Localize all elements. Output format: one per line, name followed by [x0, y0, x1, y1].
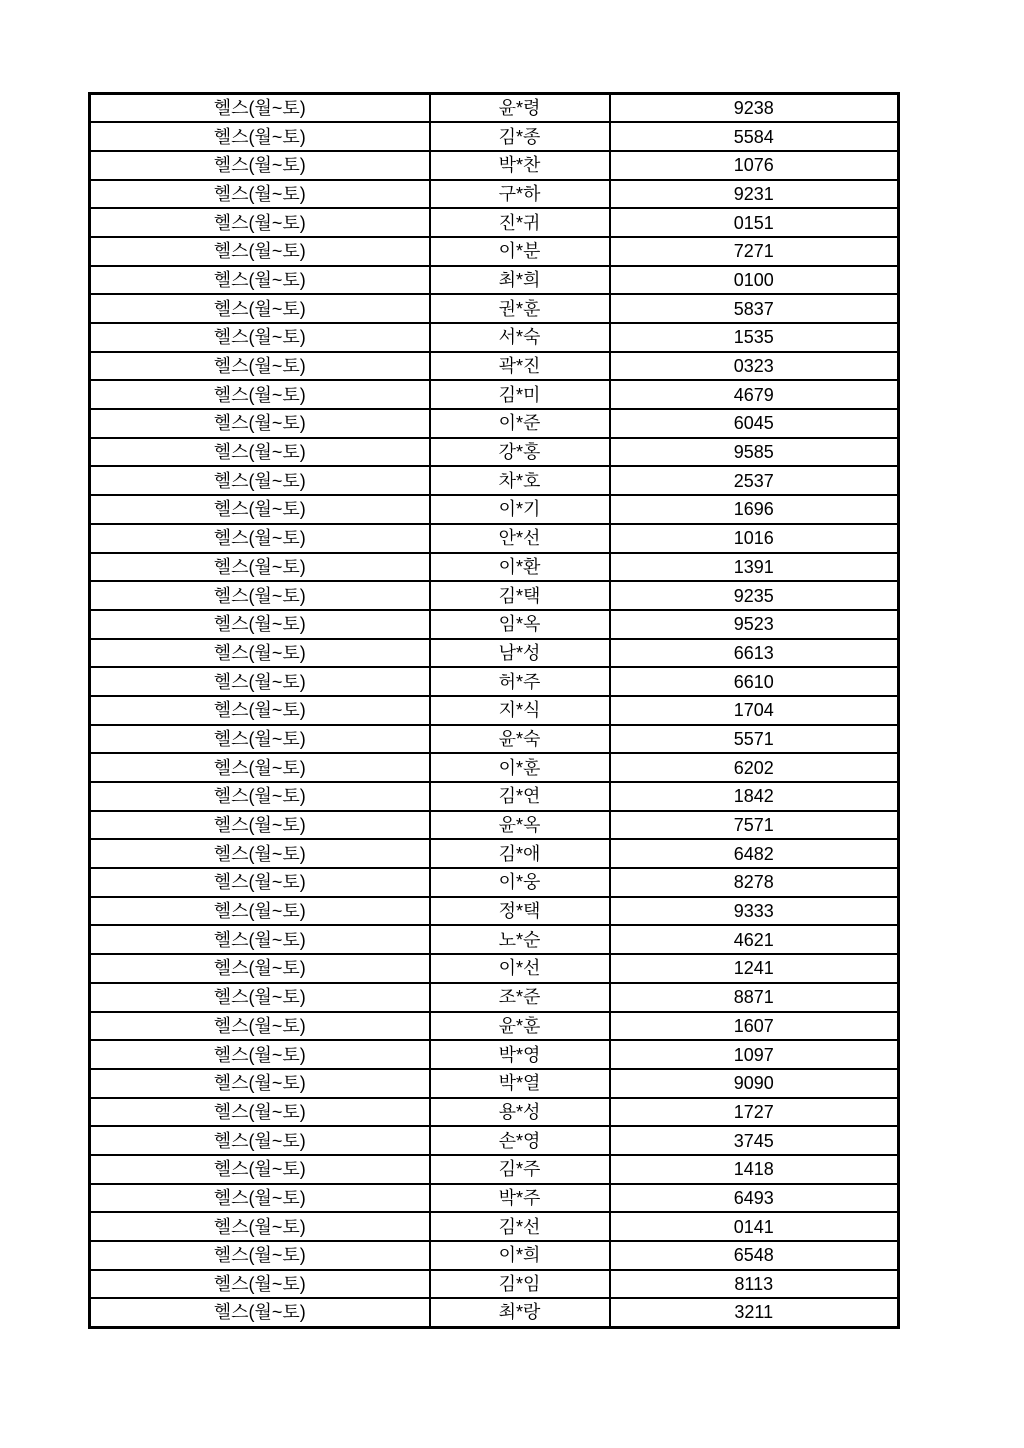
name-cell: 윤*숙 — [430, 725, 610, 754]
program-cell: 헬스(월~토) — [90, 1241, 430, 1270]
name-cell: 김*미 — [430, 380, 610, 409]
name-cell: 지*식 — [430, 696, 610, 725]
program-cell: 헬스(월~토) — [90, 352, 430, 381]
name-cell: 손*영 — [430, 1126, 610, 1155]
table-row — [90, 954, 899, 983]
number-cell: 6493 — [610, 1184, 899, 1213]
number-cell: 1535 — [610, 323, 899, 352]
table-row — [90, 1069, 899, 1098]
program-cell: 헬스(월~토) — [90, 1040, 430, 1069]
program-cell: 헬스(월~토) — [90, 667, 430, 696]
name-cell: 김*애 — [430, 839, 610, 868]
number-cell: 8278 — [610, 868, 899, 897]
program-cell: 헬스(월~토) — [90, 208, 430, 237]
program-cell: 헬스(월~토) — [90, 897, 430, 926]
number-cell: 2537 — [610, 466, 899, 495]
program-cell: 헬스(월~토) — [90, 380, 430, 409]
name-cell: 이*환 — [430, 553, 610, 582]
name-cell: 정*택 — [430, 897, 610, 926]
program-cell: 헬스(월~토) — [90, 495, 430, 524]
name-cell: 진*귀 — [430, 208, 610, 237]
name-cell: 임*옥 — [430, 610, 610, 639]
name-cell: 김*주 — [430, 1155, 610, 1184]
name-cell: 안*선 — [430, 524, 610, 553]
name-cell: 이*웅 — [430, 868, 610, 897]
table-row — [90, 266, 899, 295]
number-cell: 1076 — [610, 151, 899, 180]
program-cell: 헬스(월~토) — [90, 438, 430, 467]
program-cell: 헬스(월~토) — [90, 782, 430, 811]
table-row — [90, 524, 899, 553]
name-cell: 윤*훈 — [430, 1012, 610, 1041]
program-cell: 헬스(월~토) — [90, 466, 430, 495]
table-row — [90, 553, 899, 582]
name-cell: 용*성 — [430, 1098, 610, 1127]
program-cell: 헬스(월~토) — [90, 1155, 430, 1184]
program-cell: 헬스(월~토) — [90, 983, 430, 1012]
number-cell: 6613 — [610, 639, 899, 668]
program-cell: 헬스(월~토) — [90, 1126, 430, 1155]
table-row — [90, 868, 899, 897]
number-cell: 9090 — [610, 1069, 899, 1098]
table-row — [90, 180, 899, 209]
number-cell: 6202 — [610, 753, 899, 782]
program-cell: 헬스(월~토) — [90, 180, 430, 209]
number-cell: 1607 — [610, 1012, 899, 1041]
name-cell: 이*분 — [430, 237, 610, 266]
number-cell: 1391 — [610, 553, 899, 582]
number-cell: 0323 — [610, 352, 899, 381]
table-body — [90, 94, 899, 1328]
number-cell: 1097 — [610, 1040, 899, 1069]
number-cell: 9585 — [610, 438, 899, 467]
name-cell: 최*랑 — [430, 1298, 610, 1327]
table-row — [90, 1270, 899, 1299]
table-row — [90, 237, 899, 266]
number-cell: 9231 — [610, 180, 899, 209]
name-cell: 박*열 — [430, 1069, 610, 1098]
table-row — [90, 1012, 899, 1041]
program-cell: 헬스(월~토) — [90, 266, 430, 295]
program-cell: 헬스(월~토) — [90, 524, 430, 553]
table-row — [90, 151, 899, 180]
number-cell: 9333 — [610, 897, 899, 926]
program-cell: 헬스(월~토) — [90, 954, 430, 983]
number-cell: 6610 — [610, 667, 899, 696]
name-cell: 김*종 — [430, 122, 610, 151]
number-cell: 1418 — [610, 1155, 899, 1184]
number-cell: 1016 — [610, 524, 899, 553]
name-cell: 허*주 — [430, 667, 610, 696]
table-row — [90, 696, 899, 725]
name-cell: 박*주 — [430, 1184, 610, 1213]
program-cell: 헬스(월~토) — [90, 725, 430, 754]
name-cell: 이*준 — [430, 409, 610, 438]
number-cell: 5837 — [610, 294, 899, 323]
table-row — [90, 1040, 899, 1069]
number-cell: 8113 — [610, 1270, 899, 1299]
name-cell: 곽*진 — [430, 352, 610, 381]
name-cell: 김*연 — [430, 782, 610, 811]
table-row — [90, 725, 899, 754]
program-cell: 헬스(월~토) — [90, 1270, 430, 1299]
table-row — [90, 610, 899, 639]
number-cell: 0141 — [610, 1212, 899, 1241]
number-cell: 0151 — [610, 208, 899, 237]
program-cell: 헬스(월~토) — [90, 581, 430, 610]
table-row — [90, 839, 899, 868]
table-row — [90, 983, 899, 1012]
program-cell: 헬스(월~토) — [90, 811, 430, 840]
program-cell: 헬스(월~토) — [90, 1298, 430, 1327]
table-row — [90, 409, 899, 438]
program-cell: 헬스(월~토) — [90, 925, 430, 954]
number-cell: 5584 — [610, 122, 899, 151]
program-cell: 헬스(월~토) — [90, 868, 430, 897]
number-cell: 3745 — [610, 1126, 899, 1155]
number-cell: 5571 — [610, 725, 899, 754]
program-cell: 헬스(월~토) — [90, 1212, 430, 1241]
number-cell: 4621 — [610, 925, 899, 954]
number-cell: 6548 — [610, 1241, 899, 1270]
program-cell: 헬스(월~토) — [90, 839, 430, 868]
program-cell: 헬스(월~토) — [90, 1184, 430, 1213]
table-row — [90, 782, 899, 811]
table-row — [90, 925, 899, 954]
program-cell: 헬스(월~토) — [90, 610, 430, 639]
number-cell: 1241 — [610, 954, 899, 983]
table-row — [90, 1298, 899, 1327]
name-cell: 김*선 — [430, 1212, 610, 1241]
program-cell: 헬스(월~토) — [90, 94, 430, 123]
number-cell: 1704 — [610, 696, 899, 725]
number-cell: 6482 — [610, 839, 899, 868]
table-row — [90, 753, 899, 782]
name-cell: 박*영 — [430, 1040, 610, 1069]
table-row — [90, 94, 899, 123]
table-row — [90, 1184, 899, 1213]
name-cell: 노*순 — [430, 925, 610, 954]
table-row — [90, 380, 899, 409]
table-row — [90, 811, 899, 840]
name-cell: 강*홍 — [430, 438, 610, 467]
program-cell: 헬스(월~토) — [90, 639, 430, 668]
table-row — [90, 639, 899, 668]
table-row — [90, 495, 899, 524]
number-cell: 0100 — [610, 266, 899, 295]
table-row — [90, 1241, 899, 1270]
number-cell: 8871 — [610, 983, 899, 1012]
number-cell: 9238 — [610, 94, 899, 123]
name-cell: 권*훈 — [430, 294, 610, 323]
name-cell: 김*임 — [430, 1270, 610, 1299]
number-cell: 7271 — [610, 237, 899, 266]
name-cell: 서*숙 — [430, 323, 610, 352]
program-cell: 헬스(월~토) — [90, 696, 430, 725]
table-row — [90, 1155, 899, 1184]
program-cell: 헬스(월~토) — [90, 323, 430, 352]
number-cell: 1842 — [610, 782, 899, 811]
name-cell: 최*희 — [430, 266, 610, 295]
table-row — [90, 1098, 899, 1127]
table-row — [90, 122, 899, 151]
name-cell: 박*찬 — [430, 151, 610, 180]
program-cell: 헬스(월~토) — [90, 553, 430, 582]
program-cell: 헬스(월~토) — [90, 122, 430, 151]
table-row — [90, 667, 899, 696]
name-cell: 조*준 — [430, 983, 610, 1012]
number-cell: 1727 — [610, 1098, 899, 1127]
name-cell: 이*희 — [430, 1241, 610, 1270]
name-cell: 이*훈 — [430, 753, 610, 782]
table-row — [90, 466, 899, 495]
table-row — [90, 208, 899, 237]
program-cell: 헬스(월~토) — [90, 1012, 430, 1041]
table-row — [90, 897, 899, 926]
name-cell: 김*택 — [430, 581, 610, 610]
table-row — [90, 294, 899, 323]
name-cell: 구*하 — [430, 180, 610, 209]
table-row — [90, 438, 899, 467]
name-cell: 차*호 — [430, 466, 610, 495]
program-cell: 헬스(월~토) — [90, 151, 430, 180]
name-cell: 남*성 — [430, 639, 610, 668]
document-page — [88, 92, 897, 1329]
name-cell: 이*기 — [430, 495, 610, 524]
program-cell: 헬스(월~토) — [90, 1098, 430, 1127]
name-cell: 이*선 — [430, 954, 610, 983]
table-row — [90, 1212, 899, 1241]
number-cell: 1696 — [610, 495, 899, 524]
number-cell: 9523 — [610, 610, 899, 639]
name-cell: 윤*옥 — [430, 811, 610, 840]
number-cell: 6045 — [610, 409, 899, 438]
name-cell: 윤*령 — [430, 94, 610, 123]
number-cell: 3211 — [610, 1298, 899, 1327]
table-row — [90, 352, 899, 381]
number-cell: 9235 — [610, 581, 899, 610]
program-cell: 헬스(월~토) — [90, 294, 430, 323]
program-cell: 헬스(월~토) — [90, 237, 430, 266]
number-cell: 4679 — [610, 380, 899, 409]
number-cell: 7571 — [610, 811, 899, 840]
program-cell: 헬스(월~토) — [90, 409, 430, 438]
program-cell: 헬스(월~토) — [90, 753, 430, 782]
table-row — [90, 581, 899, 610]
table-row — [90, 323, 899, 352]
table-row — [90, 1126, 899, 1155]
program-cell: 헬스(월~토) — [90, 1069, 430, 1098]
attendance-table — [88, 92, 900, 1329]
